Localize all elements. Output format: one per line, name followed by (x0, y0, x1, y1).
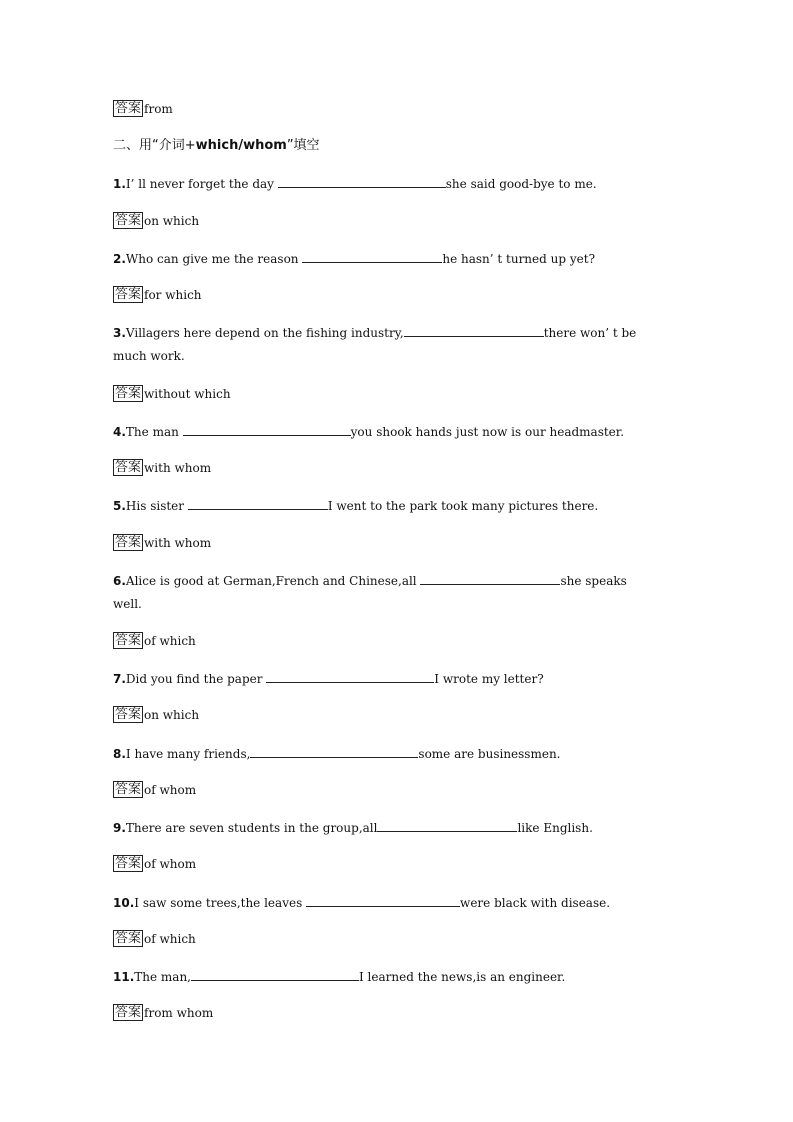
section-heading-bold: which/whom (195, 138, 287, 153)
answer-label: 答案 (115, 931, 142, 946)
question-text-after: there won’ t be (543, 326, 637, 340)
question-number: 11. (113, 970, 135, 984)
answer-label: 答案 (115, 633, 142, 648)
question-6 (113, 572, 627, 589)
question-5 (113, 497, 598, 514)
answer-line-10 (113, 930, 196, 947)
question-6-continued (113, 596, 142, 612)
document-page (113, 0, 693, 1122)
answer-text: of which (144, 633, 196, 648)
section-heading-suffix: ”填空 (286, 138, 320, 153)
answer-label: 答案 (115, 386, 142, 401)
question-9 (113, 819, 593, 836)
question-text-after: you shook hands just now is our headmaster. (350, 425, 625, 439)
question-number: 4. (113, 425, 126, 439)
answer-blank[interactable] (278, 175, 446, 188)
question-text-before: His sister (125, 499, 188, 513)
answer-line-3 (113, 385, 231, 402)
answer-blank[interactable] (302, 250, 442, 263)
answer-text: on which (144, 213, 200, 228)
answer-line-2 (113, 286, 202, 303)
answer-label: 答案 (115, 1005, 142, 1020)
question-text-continued: much work. (113, 349, 185, 363)
answer-blank[interactable] (266, 670, 434, 683)
question-text-before: Villagers here depend on the fishing industry, (125, 326, 404, 340)
question-number: 10. (113, 896, 135, 910)
question-text-after: I went to the park took many pictures there. (327, 499, 599, 513)
answer-label: 答案 (115, 101, 142, 116)
answer-blank[interactable] (377, 819, 517, 832)
answer-blank[interactable] (306, 894, 460, 907)
question-text-before: I saw some trees,the leaves (134, 896, 307, 910)
question-text-before: I’ ll never forget the day (125, 177, 278, 191)
answer-blank[interactable] (420, 572, 560, 585)
answer-line-11 (113, 1004, 213, 1021)
answer-blank[interactable] (404, 324, 544, 337)
section-heading-prefix: 二、用“介词+ (113, 138, 196, 153)
answer-line-4 (113, 459, 211, 476)
answer-line-9 (113, 855, 196, 872)
answer-label: 答案 (115, 535, 142, 550)
answer-label: 答案 (115, 213, 142, 228)
answer-text: of which (144, 931, 196, 946)
question-number: 2. (113, 252, 126, 266)
question-3-continued (113, 348, 185, 364)
answer-label: 答案 (115, 707, 142, 722)
answer-line-6 (113, 632, 196, 649)
question-text-before: The man (125, 425, 183, 439)
answer-line-0 (113, 100, 173, 117)
question-4 (113, 423, 624, 440)
answer-text: with whom (144, 460, 212, 475)
answer-blank[interactable] (188, 497, 328, 510)
question-text-before: Did you find the paper (125, 672, 267, 686)
question-text-before: There are seven students in the group,all (125, 821, 378, 835)
question-text-before: Alice is good at German,French and Chinese,all (125, 574, 421, 588)
answer-text: for which (144, 287, 202, 302)
section-heading (113, 138, 320, 154)
answer-label: 答案 (115, 287, 142, 302)
question-text-before: Who can give me the reason (125, 252, 303, 266)
question-number: 3. (113, 326, 126, 340)
question-number: 7. (113, 672, 126, 686)
question-number: 1. (113, 177, 126, 191)
answer-blank[interactable] (191, 968, 359, 981)
question-7 (113, 670, 544, 687)
question-text-after: were black with disease. (460, 896, 611, 910)
question-number: 5. (113, 499, 126, 513)
answer-label: 答案 (115, 856, 142, 871)
question-text-after: I wrote my letter? (434, 672, 544, 686)
question-2 (113, 250, 595, 267)
answer-text: with whom (144, 535, 212, 550)
question-1 (113, 175, 597, 192)
question-text-before: I have many friends, (125, 747, 251, 761)
question-number: 9. (113, 821, 126, 835)
answer-label: 答案 (115, 782, 142, 797)
question-text-after: she said good-bye to me. (445, 177, 597, 191)
question-text-continued: well. (113, 597, 142, 611)
answer-text: of whom (144, 856, 197, 871)
answer-text: of whom (144, 782, 197, 797)
question-10 (113, 894, 610, 911)
question-number: 6. (113, 574, 126, 588)
answer-text: from (144, 101, 173, 116)
answer-line-5 (113, 534, 211, 551)
answer-line-1 (113, 212, 199, 229)
answer-text: from whom (144, 1005, 214, 1020)
question-11 (113, 968, 565, 985)
question-3 (113, 324, 636, 341)
question-text-after: he hasn’ t turned up yet? (442, 252, 595, 266)
answer-label: 答案 (115, 460, 142, 475)
question-text-after: I learned the news,is an engineer. (359, 970, 566, 984)
answer-line-8 (113, 781, 196, 798)
question-text-before: The man, (134, 970, 191, 984)
answer-blank[interactable] (183, 423, 351, 436)
answer-blank[interactable] (250, 745, 418, 758)
question-text-after: like English. (517, 821, 593, 835)
answer-text: without which (144, 386, 231, 401)
question-8 (113, 745, 560, 762)
answer-line-7 (113, 706, 199, 723)
question-number: 8. (113, 747, 126, 761)
question-text-after: she speaks (560, 574, 627, 588)
question-text-after: some are businessmen. (418, 747, 561, 761)
answer-text: on which (144, 707, 200, 722)
